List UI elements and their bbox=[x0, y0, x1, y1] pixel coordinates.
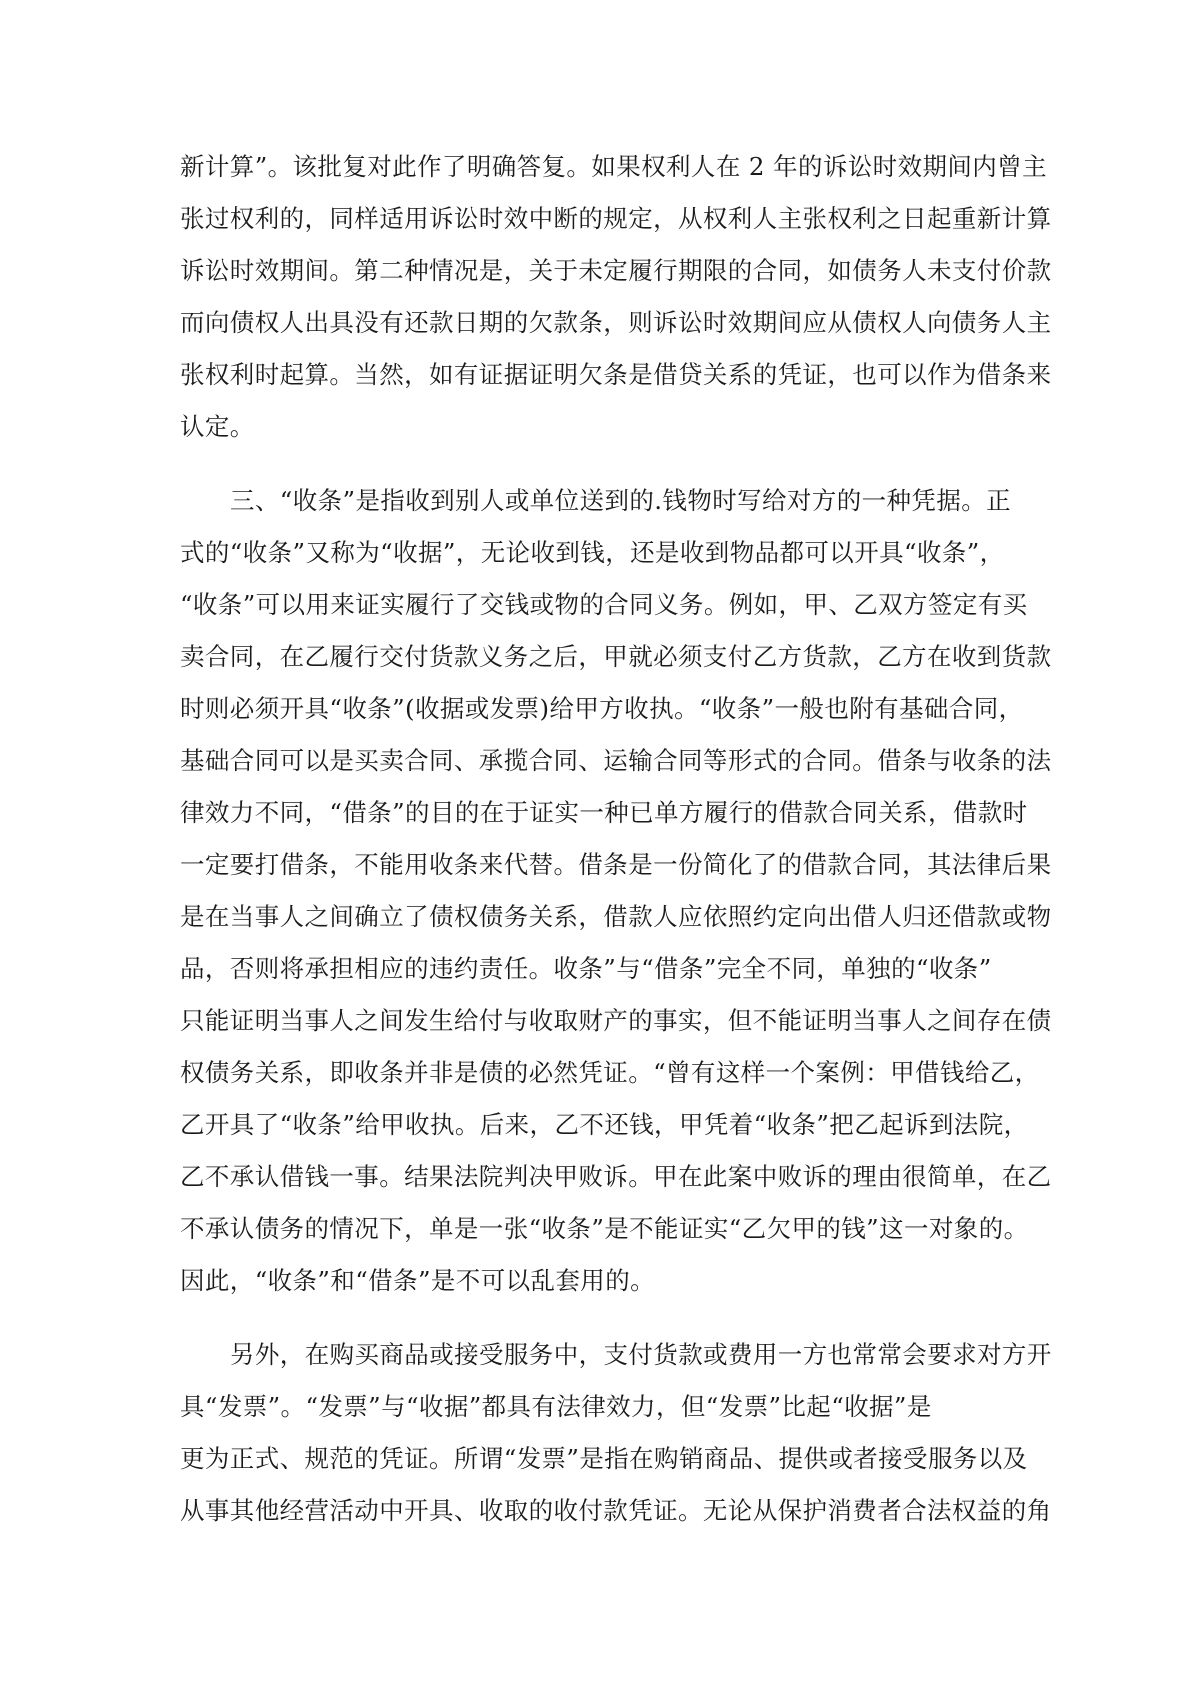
text-line: 权债务关系，即收条并非是债的必然凭证。“曾有这样一个案例：甲借钱给乙， bbox=[180, 1058, 1040, 1087]
text-line: 更为正式、规范的凭证。所谓“发票”是指在购销商品、提供或者接受服务以及 bbox=[180, 1444, 1028, 1473]
text-line: 基础合同可以是买卖合同、承揽合同、运输合同等形式的合同。借条与收条的法 bbox=[180, 746, 1052, 775]
text-line: 乙开具了“收条”给甲收执。后来，乙不还钱，甲凭着“收条”把乙起诉到法院， bbox=[180, 1110, 1029, 1139]
text-line: 而向债权人出具没有还款日期的欠款条，则诉讼时效期间应从债权人向债务人主 bbox=[180, 308, 1052, 337]
text-line: “收条”可以用来证实履行了交钱或物的合同义务。例如，甲、乙双方签定有买 bbox=[180, 590, 1028, 619]
text-line: 式的“收条”又称为“收据”，无论收到钱，还是收到物品都可以开具“收条”， bbox=[180, 538, 1005, 567]
text-line: 认定。 bbox=[180, 412, 255, 441]
text-line: 张过权利的，同样适用诉讼时效中断的规定，从权利人主张权利之日起重新计算 bbox=[180, 204, 1052, 233]
text-line: 卖合同，在乙履行交付货款义务之后，甲就必须支付乙方货款，乙方在收到货款 bbox=[180, 642, 1052, 671]
text-line: 律效力不同，“借条”的目的在于证实一种已单方履行的借款合同关系，借款时 bbox=[180, 798, 1028, 827]
text-line: 时则必须开具“收条”(收据或发票)给甲方收执。“收条”一般也附有基础合同， bbox=[180, 694, 1024, 723]
text-line: 因此，“收条”和“借条”是不可以乱套用的。 bbox=[180, 1266, 655, 1295]
text-line: 品，否则将承担相应的违约责任。收条”与“借条”完全不同，单独的“收条” bbox=[180, 954, 992, 983]
text-line: 具“发票”。“发票”与“收据”都具有法律效力，但“发票”比起“收据”是 bbox=[180, 1392, 932, 1421]
text-line: 一定要打借条，不能用收条来代替。借条是一份简化了的借款合同，其法律后果 bbox=[180, 850, 1052, 879]
text-line: 是在当事人之间确立了债权债务关系，借款人应依照约定向出借人归还借款或物 bbox=[180, 902, 1052, 931]
text-line: 只能证明当事人之间发生给付与收取财产的事实，但不能证明当事人之间存在债 bbox=[180, 1006, 1052, 1035]
text-line: 另外，在购买商品或接受服务中，支付货款或费用一方也常常会要求对方开 bbox=[230, 1340, 1052, 1369]
text-line: 诉讼时效期间。第二种情况是，关于未定履行期限的合同，如债务人未支付价款 bbox=[180, 256, 1052, 285]
text-line: 三、“收条”是指收到别人或单位送到的.钱物时写给对方的一种凭据。正 bbox=[230, 486, 1012, 515]
text-line: 从事其他经营活动中开具、收取的收付款凭证。无论从保护消费者合法权益的角 bbox=[180, 1496, 1052, 1525]
text-line: 乙不承认借钱一事。结果法院判决甲败诉。甲在此案中败诉的理由很简单，在乙 bbox=[180, 1162, 1052, 1191]
text-line: 张权利时起算。当然，如有证据证明欠条是借贷关系的凭证，也可以作为借条来 bbox=[180, 360, 1052, 389]
text-line: 不承认债务的情况下，单是一张“收条”是不能证实“乙欠甲的钱”这一对象的。 bbox=[180, 1214, 1029, 1243]
text-line: 新计算”。该批复对此作了明确答复。如果权利人在 2 年的诉讼时效期间内曾主 bbox=[180, 152, 1047, 181]
